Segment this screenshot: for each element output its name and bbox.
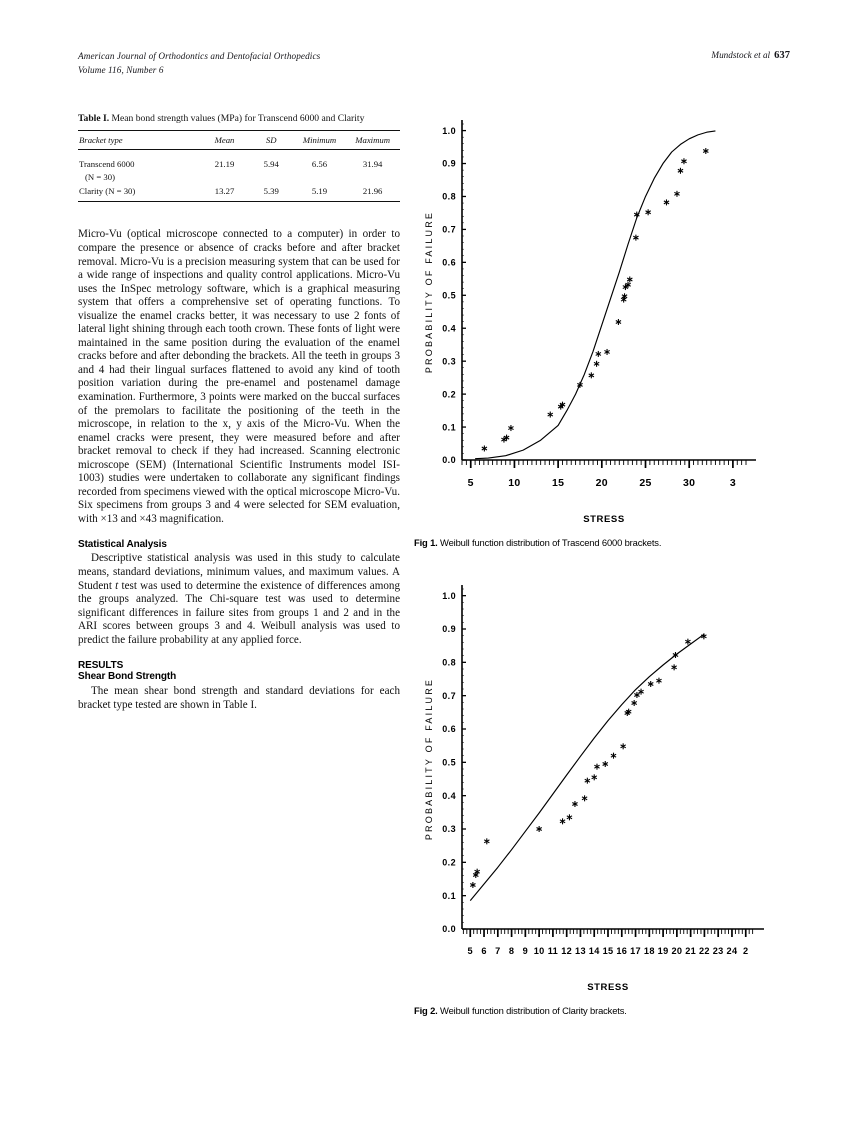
table-caption (78, 112, 400, 125)
svg-text:0.8: 0.8 (442, 657, 456, 668)
svg-text:0.3: 0.3 (442, 824, 456, 835)
svg-text:17: 17 (630, 946, 641, 956)
cell-sd: 5.94 (263, 159, 279, 170)
figure-2-label: Fig 2. (414, 1005, 438, 1016)
right-column (414, 108, 806, 1017)
svg-text:24: 24 (726, 946, 738, 956)
cell-bracket-type: Clarity (N = 30) (79, 186, 136, 197)
svg-text:1.0: 1.0 (442, 125, 456, 136)
bond-strength-table (78, 130, 400, 199)
heading-shear-bond-strength: Shear Bond Strength (78, 671, 177, 683)
cell-empty (200, 172, 248, 183)
svg-text:6: 6 (481, 946, 487, 956)
svg-text:0.6: 0.6 (442, 257, 456, 268)
cell-bracket-type: Transcend 6000 (79, 159, 135, 170)
svg-text:0.4: 0.4 (442, 323, 456, 334)
svg-text:30: 30 (683, 477, 696, 489)
svg-text:9: 9 (522, 946, 529, 956)
table-bottom-rule (78, 201, 400, 202)
page-number: 637 (774, 50, 790, 61)
svg-text:0.2: 0.2 (442, 389, 456, 400)
svg-text:15: 15 (551, 477, 565, 489)
svg-text:0.3: 0.3 (442, 356, 456, 367)
svg-text:0.2: 0.2 (442, 857, 456, 868)
figure-2-caption (414, 1005, 806, 1017)
svg-text:11: 11 (547, 946, 559, 956)
table-row (78, 150, 400, 173)
cell-maximum: 31.94 (362, 159, 383, 170)
para2-part-b: test was used to determine the existence of differences among the groups analyzed. The Chi-square test was used to determine significant differences in failure sites from groups 1 and 2 and in the ARI scores between groups 3 and 4. Weibull analysis was used to predict the failure probability at any applied force. (78, 579, 400, 646)
svg-text:23: 23 (712, 946, 724, 956)
svg-text:1.0: 1.0 (442, 590, 456, 601)
svg-text:0.1: 0.1 (442, 422, 456, 433)
figure-1-plot (414, 108, 806, 533)
svg-text:12: 12 (561, 946, 573, 956)
left-column (78, 112, 400, 712)
col-bracket-type: Bracket type (78, 131, 200, 150)
para2-part-a: Descriptive statistical analysis was used in this study to calculate means, standard deviations, minimum values, and maximum values. A Student (78, 552, 400, 592)
cell-mean: 13.27 (214, 186, 235, 197)
svg-text:20: 20 (595, 477, 608, 489)
svg-text:7: 7 (495, 946, 501, 956)
table-header-row (78, 131, 400, 150)
figure-2 (414, 571, 806, 1017)
svg-text:20: 20 (671, 946, 683, 956)
svg-text:0.5: 0.5 (442, 757, 456, 768)
para2-italic-t: t (115, 579, 119, 592)
running-head-authors: Mundstock et al (711, 50, 771, 60)
figure-2-caption-text: Weibull function distribution of Clarity brackets. (437, 1005, 627, 1016)
journal-volume-line: Volume 116, Number 6 (78, 64, 164, 75)
col-maximum: Maximum (345, 131, 400, 150)
svg-text:16: 16 (616, 946, 628, 956)
cell-empty (345, 172, 400, 183)
svg-text:PROBABILITY OF FAILURE: PROBABILITY OF FAILURE (424, 677, 434, 841)
cell-bracket-type-n: (N = 30) (85, 172, 115, 183)
cell-minimum: 6.56 (311, 159, 328, 170)
paragraph-statistical (78, 552, 400, 647)
svg-text:3: 3 (729, 477, 736, 489)
table-row (78, 183, 400, 199)
svg-text:14: 14 (588, 946, 600, 956)
figure-1-caption-text: Weibull function distribution of Trascend 6000 brackets. (437, 537, 662, 548)
svg-text:25: 25 (639, 477, 652, 489)
svg-text:22: 22 (699, 946, 710, 956)
cell-empty (249, 172, 294, 183)
col-mean: Mean (200, 131, 248, 150)
figure-1-caption (414, 537, 806, 549)
svg-text:PROBABILITY OF FAILURE: PROBABILITY OF FAILURE (424, 210, 434, 374)
svg-text:0.4: 0.4 (442, 790, 456, 801)
svg-text:13: 13 (575, 946, 586, 956)
svg-text:0.6: 0.6 (442, 724, 456, 735)
heading-statistical-analysis: Statistical Analysis (78, 539, 167, 551)
svg-text:STRESS: STRESS (587, 982, 629, 993)
cell-minimum: 5.19 (311, 186, 328, 197)
paragraph-shear-results: The mean shear bond strength and standard deviations for each bracket type tested are shown in Table I. (78, 685, 400, 711)
svg-text:0.7: 0.7 (442, 224, 456, 235)
svg-text:5: 5 (467, 477, 474, 489)
svg-text:8: 8 (508, 946, 515, 956)
running-head (78, 50, 790, 84)
cell-empty (294, 172, 346, 183)
table-title: Mean bond strength values (MPa) for Transcend 6000 and Clarity (109, 113, 365, 124)
svg-text:21: 21 (685, 946, 697, 956)
svg-text:15: 15 (602, 946, 614, 956)
svg-text:0.7: 0.7 (442, 690, 456, 701)
svg-text:0.8: 0.8 (442, 191, 456, 202)
cell-sd: 5.39 (263, 186, 279, 197)
svg-text:0.0: 0.0 (442, 455, 456, 466)
heading-results: RESULTS (78, 660, 124, 672)
svg-text:19: 19 (657, 946, 669, 956)
svg-text:5: 5 (467, 946, 473, 956)
figure-2-plot (414, 571, 806, 1001)
figure-1 (414, 108, 806, 549)
table-row-continuation (78, 172, 400, 183)
figure-1-label: Fig 1. (414, 537, 438, 548)
svg-text:18: 18 (643, 946, 655, 956)
col-sd: SD (249, 131, 294, 150)
table-label: Table I. (78, 113, 110, 124)
col-minimum: Minimum (294, 131, 346, 150)
svg-text:10: 10 (508, 477, 521, 489)
svg-text:0.1: 0.1 (442, 890, 456, 901)
svg-text:0.9: 0.9 (442, 624, 456, 635)
svg-text:0.0: 0.0 (442, 924, 456, 935)
paragraph-micro-vu: Micro-Vu (optical microscope connected to a computer) in order to compare the presence or absence of cracks before and after bracket removal. Micro-Vu is a precision measuring system that can be used for a wide range of inspections and quality control applications. Micro-Vu uses the InSpec metrology software, which is a graphical measuring system that offers a comprehensive set of operating functions. To visualize the enamel cracks better, it was necessary to use 2 fonts of lateral light shining through each tooth crown. These fonts of light were maintained in the same position during the evaluation of the enamel cracks before and after debonding the brackets. All the teeth in groups 3 and 4 had their lingual surfaces flattened to avoid any kind of tooth position variation during the pre-enamel and postenamel damage examination. Furthermore, 3 points were marked on the buccal surfaces of the premolars to facilitate the positioning of the teeth in the microscope, in relation to the x, y axis of the Micro-Vu. When the enamel cracks were present, they were measured before and after bracket removal to check if they had increased. Scanning electronic microscope (SEM) (International Scientific Instruments model ISI-1003) studies were undertaken to collaborate any significant findings recorded from specimens viewed with the optical microscope Micro-Vu. Six specimens from groups 3 and 4 were selected for SEM evaluation, with ×13 and ×43 magnification. (78, 228, 400, 525)
svg-text:0.5: 0.5 (442, 290, 456, 301)
cell-mean: 21.19 (214, 159, 235, 170)
svg-text:0.9: 0.9 (442, 158, 456, 169)
cell-maximum: 21.96 (362, 186, 383, 197)
svg-text:STRESS: STRESS (583, 514, 625, 525)
svg-text:2: 2 (743, 946, 749, 956)
running-head-authors-page (711, 50, 790, 61)
running-head-journal (78, 50, 320, 77)
journal-title-line: American Journal of Orthodontics and Dentofacial Orthopedics (78, 51, 321, 61)
svg-text:10: 10 (533, 946, 545, 956)
